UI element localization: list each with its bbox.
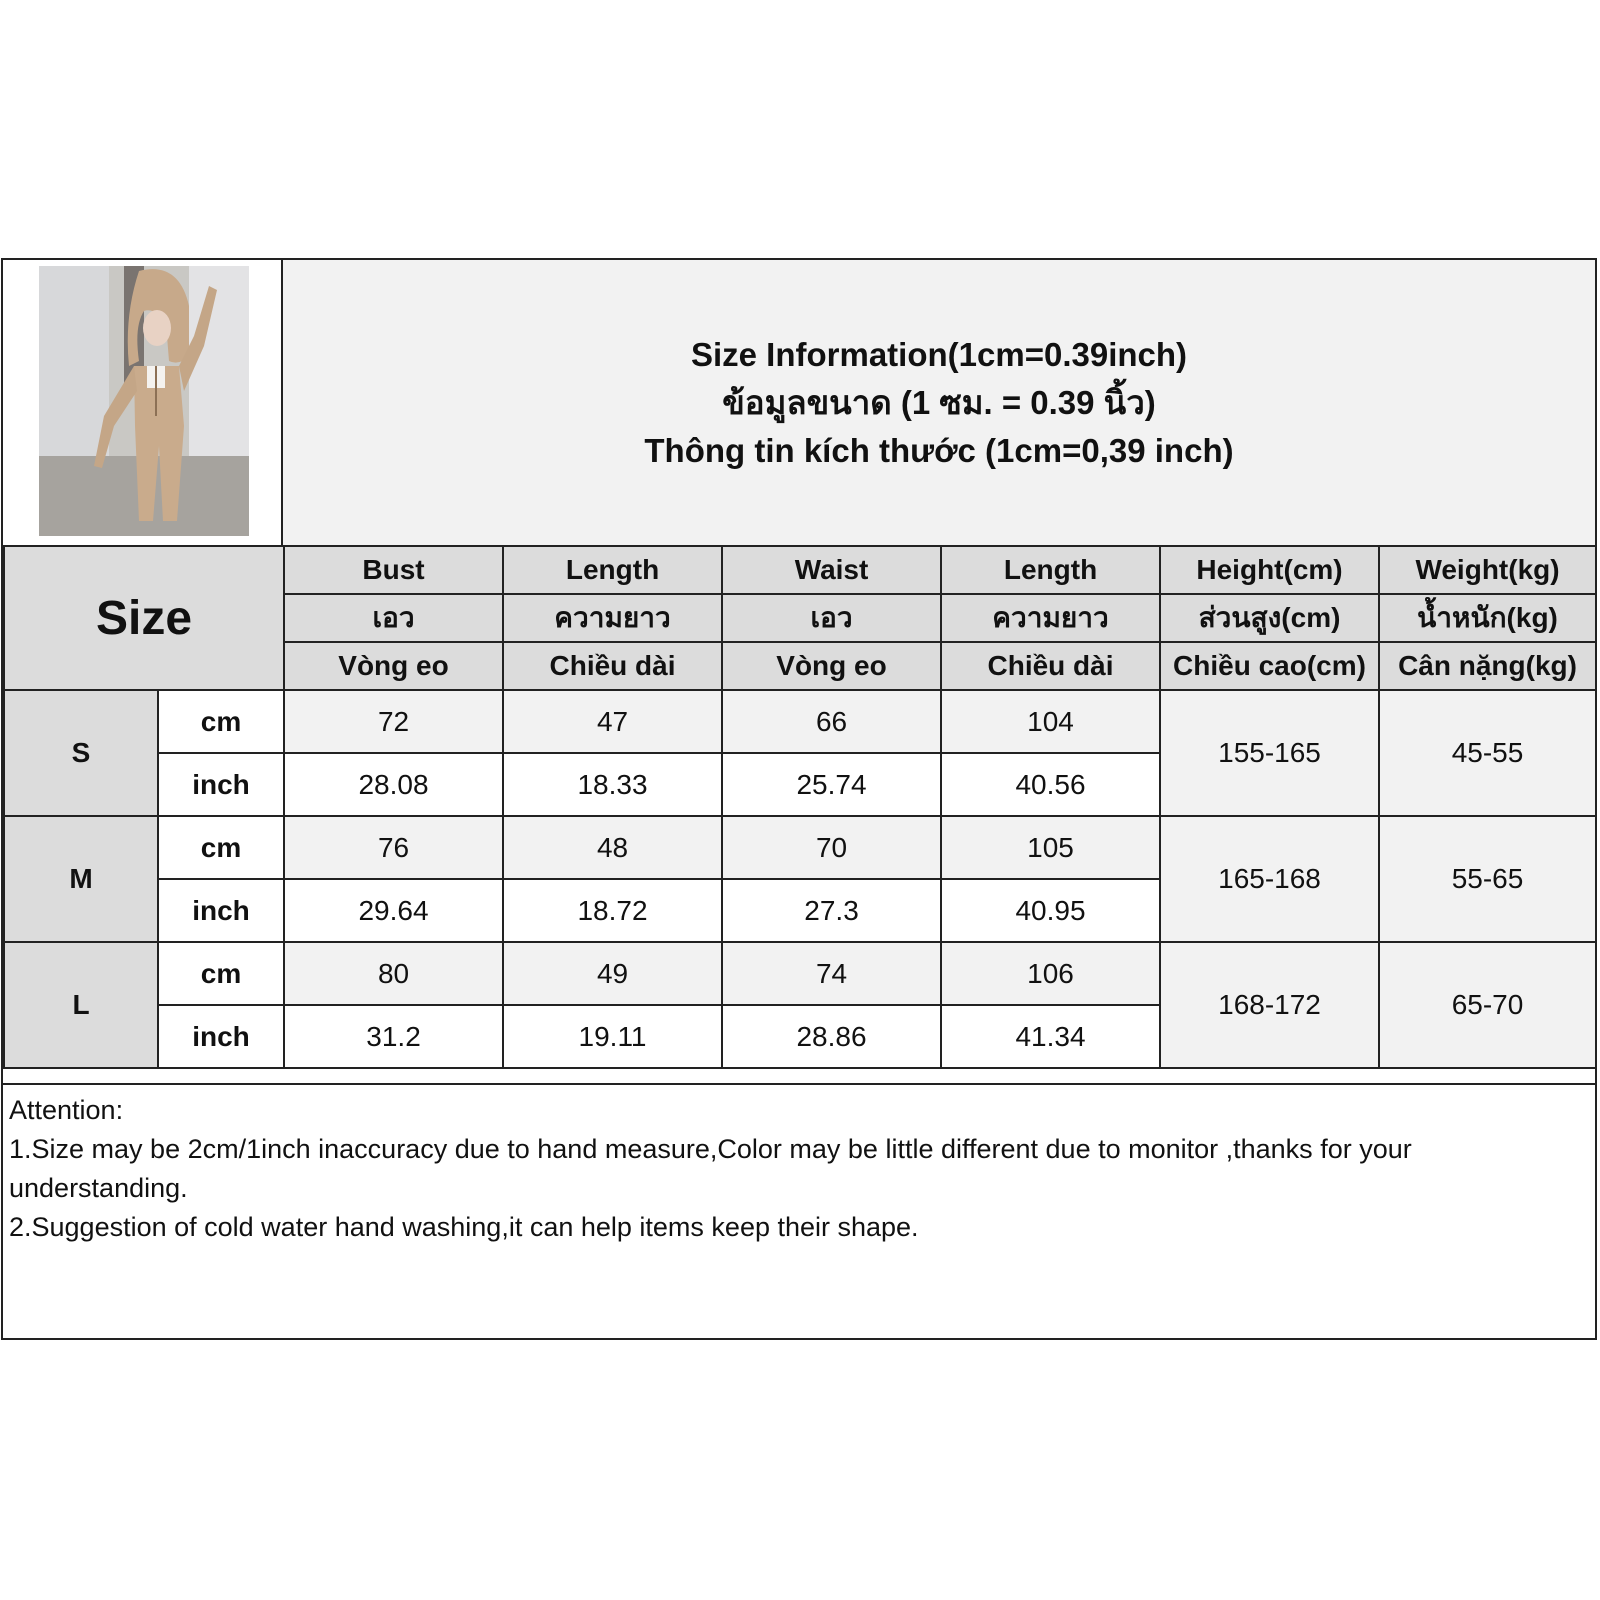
table-cell: 72 <box>284 690 503 753</box>
note-item: 2.Suggestion of cold water hand washing,it can help items keep their shape. <box>9 1212 919 1242</box>
height-range: 165-168 <box>1160 816 1379 942</box>
size-table <box>3 545 1597 1069</box>
table-cell: 80 <box>284 942 503 1005</box>
unit-label: cm <box>158 942 284 1005</box>
column-header-th: ความยาว <box>941 594 1160 642</box>
column-header-vi: Chiều dài <box>503 642 722 690</box>
table-cell: 31.2 <box>284 1005 503 1068</box>
table-row <box>4 816 1596 879</box>
column-header-en: Height(cm) <box>1160 546 1379 594</box>
title-cell <box>283 260 1595 545</box>
size-chart-sheet <box>1 258 1597 1340</box>
title-vietnamese: Thông tin kích thước (1cm=0,39 inch) <box>644 431 1234 469</box>
unit-label: cm <box>158 816 284 879</box>
table-cell: 18.72 <box>503 879 722 942</box>
size-name: L <box>4 942 158 1068</box>
column-header-th: เอว <box>722 594 941 642</box>
table-cell: 27.3 <box>722 879 941 942</box>
table-cell: 18.33 <box>503 753 722 816</box>
table-cell: 49 <box>503 942 722 1005</box>
table-cell: 48 <box>503 816 722 879</box>
title-english: Size Information(1cm=0.39inch) <box>690 335 1188 373</box>
attention-notes <box>3 1083 1595 1338</box>
table-cell: 47 <box>503 690 722 753</box>
product-photo <box>39 266 249 536</box>
product-photo-hooded-jumpsuit-icon <box>39 266 249 536</box>
weight-range: 55-65 <box>1379 816 1596 942</box>
table-cell: 19.11 <box>503 1005 722 1068</box>
note-item: 1.Size may be 2cm/1inch inaccuracy due to hand measure,Color may be little different due to monitor ,thanks for your understanding. <box>9 1134 1412 1203</box>
table-row <box>4 942 1596 1005</box>
weight-range: 65-70 <box>1379 942 1596 1068</box>
height-range: 168-172 <box>1160 942 1379 1068</box>
unit-label: inch <box>158 753 284 816</box>
table-cell: 106 <box>941 942 1160 1005</box>
table-cell: 70 <box>722 816 941 879</box>
table-cell: 76 <box>284 816 503 879</box>
column-header-th: น้ำหนัก(kg) <box>1379 594 1596 642</box>
column-header-vi: Vòng eo <box>722 642 941 690</box>
unit-label: cm <box>158 690 284 753</box>
column-header-en: Waist <box>722 546 941 594</box>
table-cell: 25.74 <box>722 753 941 816</box>
column-header-th: ส่วนสูง(cm) <box>1160 594 1379 642</box>
size-header: Size <box>4 546 284 690</box>
notes-heading: Attention: <box>9 1095 124 1125</box>
column-header-en: Weight(kg) <box>1379 546 1596 594</box>
table-cell: 28.08 <box>284 753 503 816</box>
column-header-en: Length <box>941 546 1160 594</box>
size-name: M <box>4 816 158 942</box>
table-cell: 29.64 <box>284 879 503 942</box>
unit-label: inch <box>158 879 284 942</box>
table-row <box>4 690 1596 753</box>
column-header-th: เอว <box>284 594 503 642</box>
table-cell: 41.34 <box>941 1005 1160 1068</box>
column-header-vi: Chiều cao(cm) <box>1160 642 1379 690</box>
height-range: 155-165 <box>1160 690 1379 816</box>
weight-range: 45-55 <box>1379 690 1596 816</box>
column-header-th: ความยาว <box>503 594 722 642</box>
table-cell: 28.86 <box>722 1005 941 1068</box>
column-header-en: Bust <box>284 546 503 594</box>
product-photo-cell <box>3 260 283 545</box>
column-header-vi: Cân nặng(kg) <box>1379 642 1596 690</box>
table-cell: 66 <box>722 690 941 753</box>
table-cell: 105 <box>941 816 1160 879</box>
column-header-vi: Vòng eo <box>284 642 503 690</box>
table-cell: 40.56 <box>941 753 1160 816</box>
table-cell: 40.95 <box>941 879 1160 942</box>
unit-label: inch <box>158 1005 284 1068</box>
title-thai: ข้อมูลขนาด (1 ซม. = 0.39 นิ้ว) <box>722 383 1156 421</box>
table-cell: 104 <box>941 690 1160 753</box>
table-cell: 74 <box>722 942 941 1005</box>
size-name: S <box>4 690 158 816</box>
column-header-en: Length <box>503 546 722 594</box>
column-header-vi: Chiều dài <box>941 642 1160 690</box>
